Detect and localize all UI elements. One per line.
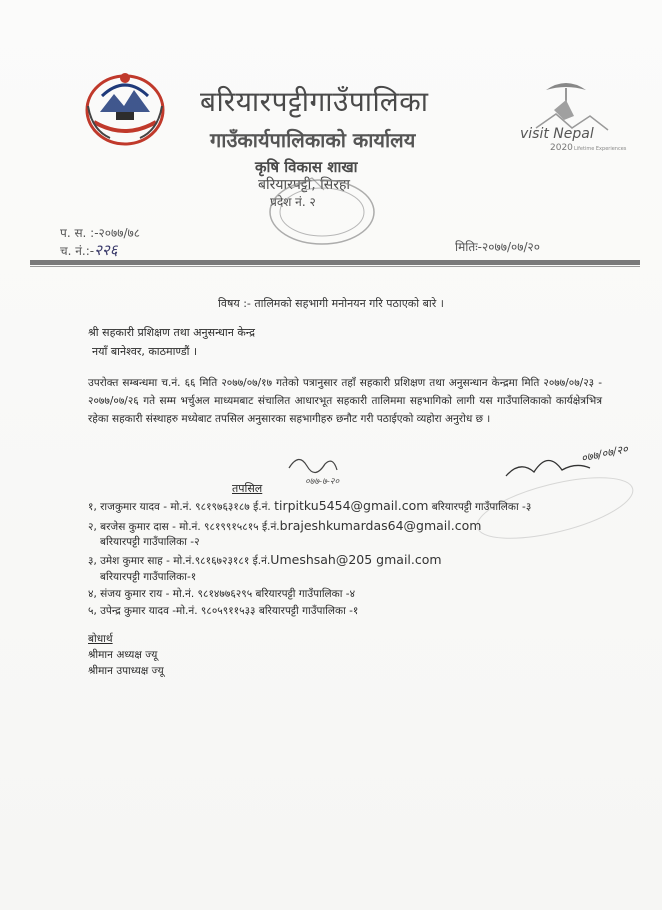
tapasil-heading: तपसिल [232, 482, 263, 495]
cc-chairperson: श्रीमान अध्यक्ष ज्यू [88, 649, 158, 661]
participant-3-ward: बरियारपट्टी गाउँपालिका-१ [100, 571, 197, 583]
participant-1 [88, 498, 531, 514]
participant-4: ४, संजय कुमार राय - मो.नं. ९८१४७७६२९५ बरियारपट्टी गाउँपालिका -४ [88, 588, 356, 600]
cc-heading: बोधार्थ [88, 633, 113, 645]
recipient-name: श्री सहकारी प्रशिक्षण तथा अनुसन्धान केन्द्र [88, 326, 256, 339]
participant-info: ३, उमेश कुमार साह - मो.नं.९८१६७२३१८१ ई.नं. [88, 555, 271, 567]
branch-name: कृषि विकास शाखा [255, 158, 358, 176]
office-name: गाउँकार्यपालिकाको कार्यालय [210, 128, 416, 152]
brand-year: 2020 [550, 143, 573, 153]
participant-3 [88, 552, 442, 568]
letter-cn-number [60, 240, 118, 260]
cn-label: च. नं.:- [60, 244, 95, 258]
cn-value: २२६ [94, 241, 118, 259]
brand-text: visit Nepal [520, 126, 594, 142]
office-address: बरियारपट्टी, सिरहा [258, 177, 351, 193]
participant-email: tirpitku5454@gmail.com [274, 498, 429, 513]
province-name: प्रदेश नं. २ [270, 195, 316, 209]
participant-email: Umeshsah@205 gmail.com [270, 552, 442, 567]
letter-body: उपरोक्त सम्बन्धमा च.नं. ६६ मिति २०७७/०७/१७ गतेको पत्रानुसार तहाँ सहकारी प्रशिक्षण तथा अनुसन्धान केन्द्रमा मिति २०७७/०७/२३ - २०७७/०७/२६ गते सम्म भर्चुअल माध्यमबाट संचालित आधारभूत सहकारी तालिममा सहभागिको लागी यस गाउँपालिकाको कार्यक्षेत्रभित्र रहेका सहकारी संस्थाहरु मध्येबाट तपसिल अनुसारका सहभागीहरु छनौट गरी पठाईएको व्यहोरा अनुरोध छ । [88, 377, 602, 425]
office-stamp-icon [262, 170, 382, 250]
participant-5: ५, उपेन्द्र कुमार यादव -मो.नं. ९८०५९११५३३ बरियारपट्टी गाउँपालिका -१ [88, 605, 359, 617]
letter-date: मितिः-२०७७/०७/२० [455, 240, 540, 254]
cc-vice-chairperson: श्रीमान उपाध्यक्ष ज्यू [88, 665, 164, 677]
participant-2-ward: बरियारपट्टी गाउँपालिका -२ [100, 536, 200, 548]
participant-email: brajeshkumardas64@gmail.com [279, 518, 482, 533]
letter-ps-number: प. स. :-२०७७/७८ [60, 226, 141, 240]
right-signature-date: ०७७/०७/२० [579, 442, 630, 465]
visit-nepal-logo-icon [516, 76, 627, 154]
left-signature-icon [285, 448, 375, 490]
participant-info: १, राजकुमार यादव - मो.नं. ९८१९७६३१८७ ई.नं. [88, 501, 271, 513]
municipality-emblem-icon [80, 66, 170, 148]
participant-2 [88, 518, 481, 534]
letter-subject: विषय :- तालिमको सहभागी मनोनयन गरि पठाएको बारे । [218, 297, 444, 310]
recipient-address: नयाँ बानेश्वर, काठमाण्डौं । [92, 345, 198, 358]
participant-ward: बरियारपट्टी गाउँपालिका -३ [431, 501, 532, 513]
left-signature-date: ०७७-७-२० [305, 477, 340, 487]
brand-tagline: Lifetime Experiences [574, 146, 627, 152]
participant-info: २, बरजेस कुमार दास - मो.नं. ९८१९९१५८१५ ई.नं. [88, 521, 280, 533]
header-divider [30, 260, 640, 265]
municipality-name: बरियारपट्टीगाउँपालिका [200, 85, 429, 118]
header-divider-thin [30, 266, 640, 267]
